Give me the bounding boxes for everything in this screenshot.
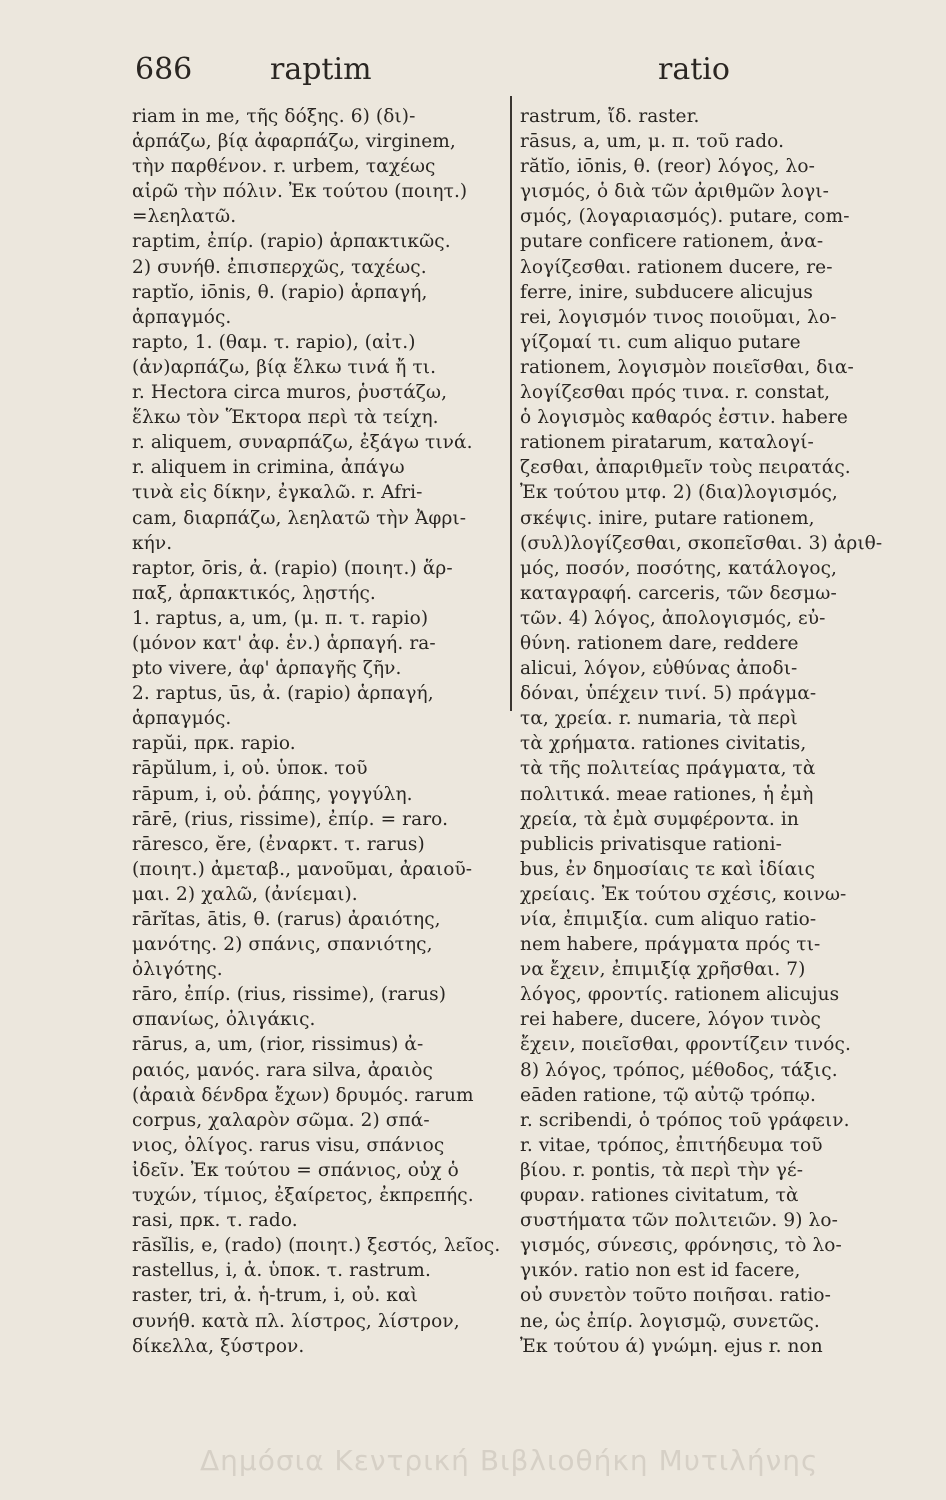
entry-line: χρείαις. Ἐκ τούτου σχέσις, κοινω-	[520, 883, 847, 905]
entry-line: r. vitae, τρόπος, ἐπιτήδευμα τοῦ	[520, 1134, 823, 1156]
entry-line: (ποιητ.) ἀμεταβ., μανοῦμαι, ἀραιοῦ-	[132, 858, 473, 880]
entry-line: (συλ)λογίζεσθαι, σκοπεῖσθαι. 3) ἀριθ-	[520, 532, 883, 554]
entry-line: τυχών, τίμιος, ἐξαίρετος, ἐκπρεπής.	[132, 1185, 474, 1207]
entry-line: rationem, λογισμὸν ποιεῖσθαι, δια-	[520, 356, 854, 378]
entry-line: νιος, ὀλίγος. rarus visu, σπάνιος	[132, 1134, 445, 1156]
entry-line: riam in me, τῆς δόξης. 6) (δι)-	[132, 106, 416, 127]
entry-line: ne, ὡς ἐπίρ. λογισμῷ, συνετῶς.	[520, 1310, 820, 1332]
entry-line: Ἐκ τούτου μτφ. 2) (δια)λογισμός,	[520, 482, 838, 504]
entry-line: ἁρπαγμός.	[132, 708, 232, 730]
page-header	[0, 52, 946, 100]
entry-line: ἔχειν, ποιεῖσθαι, φροντίζειν τινός.	[520, 1034, 851, 1056]
entry-line: γισμός, σύνεσις, φρόνησις, τὸ λο-	[520, 1235, 842, 1257]
entry-line: βίου. r. pontis, τὰ περὶ τὴν γέ-	[520, 1159, 804, 1181]
entry-line: rationem piratarum, καταλογί-	[520, 432, 814, 454]
entry-line: μός, ποσόν, ποσότης, κατάλογος,	[520, 557, 838, 579]
entry-line: ἕλκω τὸν Ἕκτορα περὶ τὰ τείχη.	[132, 407, 439, 429]
library-watermark: Δημόσια Κεντρική Βιβλιοθήκη Μυτιλήνης	[200, 1444, 819, 1477]
entry-line: 2. raptus, ūs, ἀ. (rapio) ἁρπαγή,	[132, 683, 434, 705]
entry-line: 2) συνήθ. ἐπισπερχῶς, ταχέως.	[132, 256, 427, 278]
entry-line: δίκελλα, ξύστρον.	[132, 1335, 305, 1357]
entry-line: r. Hectora circa muros, ῥυστάζω,	[132, 382, 448, 404]
left-column	[132, 104, 502, 1359]
entry-line: =λεηλατῶ.	[132, 206, 237, 228]
entry-line: 8) λόγος, τρόπος, μέθοδος, τάξις.	[520, 1059, 838, 1081]
entry-line: cam, διαρπάζω, λεηλατῶ τὴν Ἀφρι-	[132, 507, 467, 529]
entry-line: rastellus, i, ἀ. ὑποκ. τ. rastrum.	[132, 1260, 431, 1282]
entry-line: ὁ λογισμὸς καθαρός ἐστιν. habere	[520, 407, 848, 429]
entry-line: rapŭi, πρκ. rapio.	[132, 733, 296, 755]
page-number: 686	[135, 52, 193, 87]
entry-line: rastrum, ἴδ. raster.	[520, 106, 700, 127]
entry-line: rāsus, a, um, μ. π. τοῦ rado.	[520, 131, 785, 153]
entry-line: γίζομαί τι. cum aliquo putare	[520, 331, 801, 353]
entry-line: rāsĭlis, e, (rado) (ποιητ.) ξεστός, λεῖος.	[132, 1235, 501, 1257]
entry-line: να ἔχειν, ἐπιμιξίᾳ χρῆσθαι. 7)	[520, 959, 806, 981]
entry-line: τῶν. 4) λόγος, ἀπολογισμός, εὐ-	[520, 607, 826, 629]
entry-line: rārus, a, um, (rior, rissimus) ἀ-	[132, 1034, 424, 1056]
entry-line: τὴν παρθένον. r. urbem, ταχέως	[132, 156, 436, 178]
entry-line: corpus, χαλαρὸν σῶμα. 2) σπά-	[132, 1109, 430, 1131]
entry-line: rei habere, ducere, λόγον τινὸς	[520, 1009, 822, 1031]
right-column	[520, 104, 890, 1359]
entry-line: rasi, πρκ. τ. rado.	[132, 1210, 298, 1232]
entry-line: γικόν. ratio non est id facere,	[520, 1260, 801, 1282]
entry-line: (μόνον κατ' ἀφ. ἑν.) ἁρπαγή. ra-	[132, 632, 436, 654]
entry-line: rārĭtas, ātis, θ. (rarus) ἀραιότης,	[132, 909, 441, 930]
entry-line: τα, χρεία. r. numaria, τὰ περὶ	[520, 708, 798, 730]
entry-line: ferre, inire, subducere alicujus	[520, 281, 813, 303]
entry-line: σκέψις. inire, putare rationem,	[520, 507, 815, 529]
entry-line: τὰ τῆς πολιτείας πράγματα, τὰ	[520, 758, 816, 780]
entry-line: pto vivere, ἀφ' ἁρπαγῆς ζῆν.	[132, 658, 402, 680]
entry-line: ἁρπάζω, βίᾳ ἀφαρπάζω, virginem,	[132, 131, 456, 153]
entry-line: publicis privatisque rationi-	[520, 833, 782, 855]
entry-line: ἰδεῖν. Ἐκ τούτου = σπάνιος, οὐχ ὁ	[132, 1159, 459, 1181]
entry-line: γισμός, ὁ διὰ τῶν ἀριθμῶν λογι-	[520, 181, 829, 203]
entry-line: κήν.	[132, 532, 173, 554]
guide-word-right: ratio	[658, 52, 730, 87]
entry-line: σπανίως, ὀλιγάκις.	[132, 1009, 316, 1031]
entry-line: νία, ἐπιμιξία. cum aliquo ratio-	[520, 909, 817, 930]
entry-line: rārē, (rius, rissime), ἐπίρ. = raro.	[132, 808, 449, 830]
entry-line: συστήματα τῶν πολιτειῶν. 9) λο-	[520, 1210, 838, 1232]
entry-line: alicui, λόγον, εὐθύνας ἀποδι-	[520, 658, 798, 680]
entry-line: (ἀραιὰ δένδρα ἔχων) δρυμός. rarum	[132, 1084, 474, 1106]
entry-line: καταγραφή. carceris, τῶν δεσμω-	[520, 582, 837, 604]
entry-line: φυραν. rationes civitatum, τὰ	[520, 1185, 799, 1207]
entry-line: putare conficere rationem, ἀνα-	[520, 231, 824, 253]
entry-line: δόναι, ὑπέχειν τινί. 5) πράγμα-	[520, 683, 817, 705]
entry-line: rei, λογισμόν τινος ποιοῦμαι, λο-	[520, 306, 837, 328]
entry-line: rătĭo, iōnis, θ. (reor) λόγος, λο-	[520, 156, 815, 178]
entry-line: αἱρῶ τὴν πόλιν. Ἐκ τούτου (ποιητ.)	[132, 181, 468, 203]
entry-line: ὀλιγότης.	[132, 959, 223, 981]
entry-line: ἁρπαγμός.	[132, 306, 232, 328]
entry-line: θύνη. rationem dare, reddere	[520, 632, 799, 654]
entry-line: raptĭo, iōnis, θ. (rapio) ἁρπαγή,	[132, 281, 428, 303]
entry-line: οὐ συνετὸν τοῦτο ποιῆσαι. ratio-	[520, 1285, 831, 1307]
entry-line: τὰ χρήματα. rationes civitatis,	[520, 733, 807, 755]
entry-line: 1. raptus, a, um, (μ. π. τ. rapio)	[132, 607, 429, 629]
entry-line: χρεία, τὰ ἐμὰ συμφέροντα. in	[520, 808, 799, 830]
entry-line: συνήθ. κατὰ πλ. λίστρος, λίστρον,	[132, 1310, 460, 1332]
entry-line: μαι. 2) χαλῶ, (ἀνίεμαι).	[132, 883, 358, 905]
guide-word-left: raptim	[270, 52, 372, 87]
entry-line: πολιτικά. meae rationes, ἡ ἐμὴ	[520, 783, 814, 805]
entry-line: r. aliquem, συναρπάζω, ἐξάγω τινά.	[132, 432, 473, 454]
entry-line: (ἀν)αρπάζω, βίᾳ ἕλκω τινά ἤ τι.	[132, 356, 437, 378]
entry-line: rāro, ἐπίρ. (rius, rissime), (rarus)	[132, 984, 447, 1006]
entry-line: ζεσθαι, ἀπαριθμεῖν τοὺς πειρατάς.	[520, 457, 851, 479]
entry-line: rapto, 1. (θαμ. τ. rapio), (αἰτ.)	[132, 331, 416, 353]
entry-line: rāpum, i, οὐ. ῥάπης, γογγύλη.	[132, 783, 413, 805]
column-divider	[510, 96, 512, 711]
entry-line: Ἐκ τούτου ά) γνώμη. ejus r. non	[520, 1335, 823, 1357]
entry-line: rāresco, ĕre, (ἐναρκτ. τ. rarus)	[132, 833, 425, 855]
entry-line: λογίζεσθαι πρός τινα. r. constat,	[520, 382, 831, 404]
entry-line: rāpŭlum, i, οὐ. ὑποκ. τοῦ	[132, 758, 368, 780]
entry-line: σμός, (λογαριασμός). putare, com-	[520, 206, 850, 228]
entry-line: παξ, ἁρπακτικός, λῃστής.	[132, 582, 376, 604]
entry-line: bus, ἐν δημοσίαις τε καὶ ἰδίαις	[520, 858, 816, 880]
entry-line: ραιός, μανός. rara silva, ἀραιὸς	[132, 1059, 433, 1081]
entry-line: τινὰ εἰς δίκην, ἐγκαλῶ. r. Afri-	[132, 482, 423, 504]
entry-line: raptim, ἐπίρ. (rapio) ἁρπακτικῶς.	[132, 231, 451, 253]
entry-line: μανότης. 2) σπάνις, σπανιότης,	[132, 934, 433, 956]
entry-line: λογίζεσθαι. rationem ducere, re-	[520, 256, 833, 278]
entry-line: λόγος, φροντίς. rationem alicujus	[520, 984, 840, 1006]
entry-line: r. scribendi, ὁ τρόπος τοῦ γράφειν.	[520, 1109, 850, 1131]
entry-line: raptor, ōris, ἀ. (rapio) (ποιητ.) ἅρ-	[132, 557, 453, 579]
entry-line: nem habere, πράγματα πρός τι-	[520, 934, 821, 956]
entry-line: r. aliquem in crimina, ἀπάγω	[132, 457, 405, 479]
entry-line: eāden ratione, τῷ αὐτῷ τρόπῳ.	[520, 1084, 816, 1106]
entry-line: raster, tri, ἀ. ἡ-trum, i, οὐ. καὶ	[132, 1285, 418, 1307]
